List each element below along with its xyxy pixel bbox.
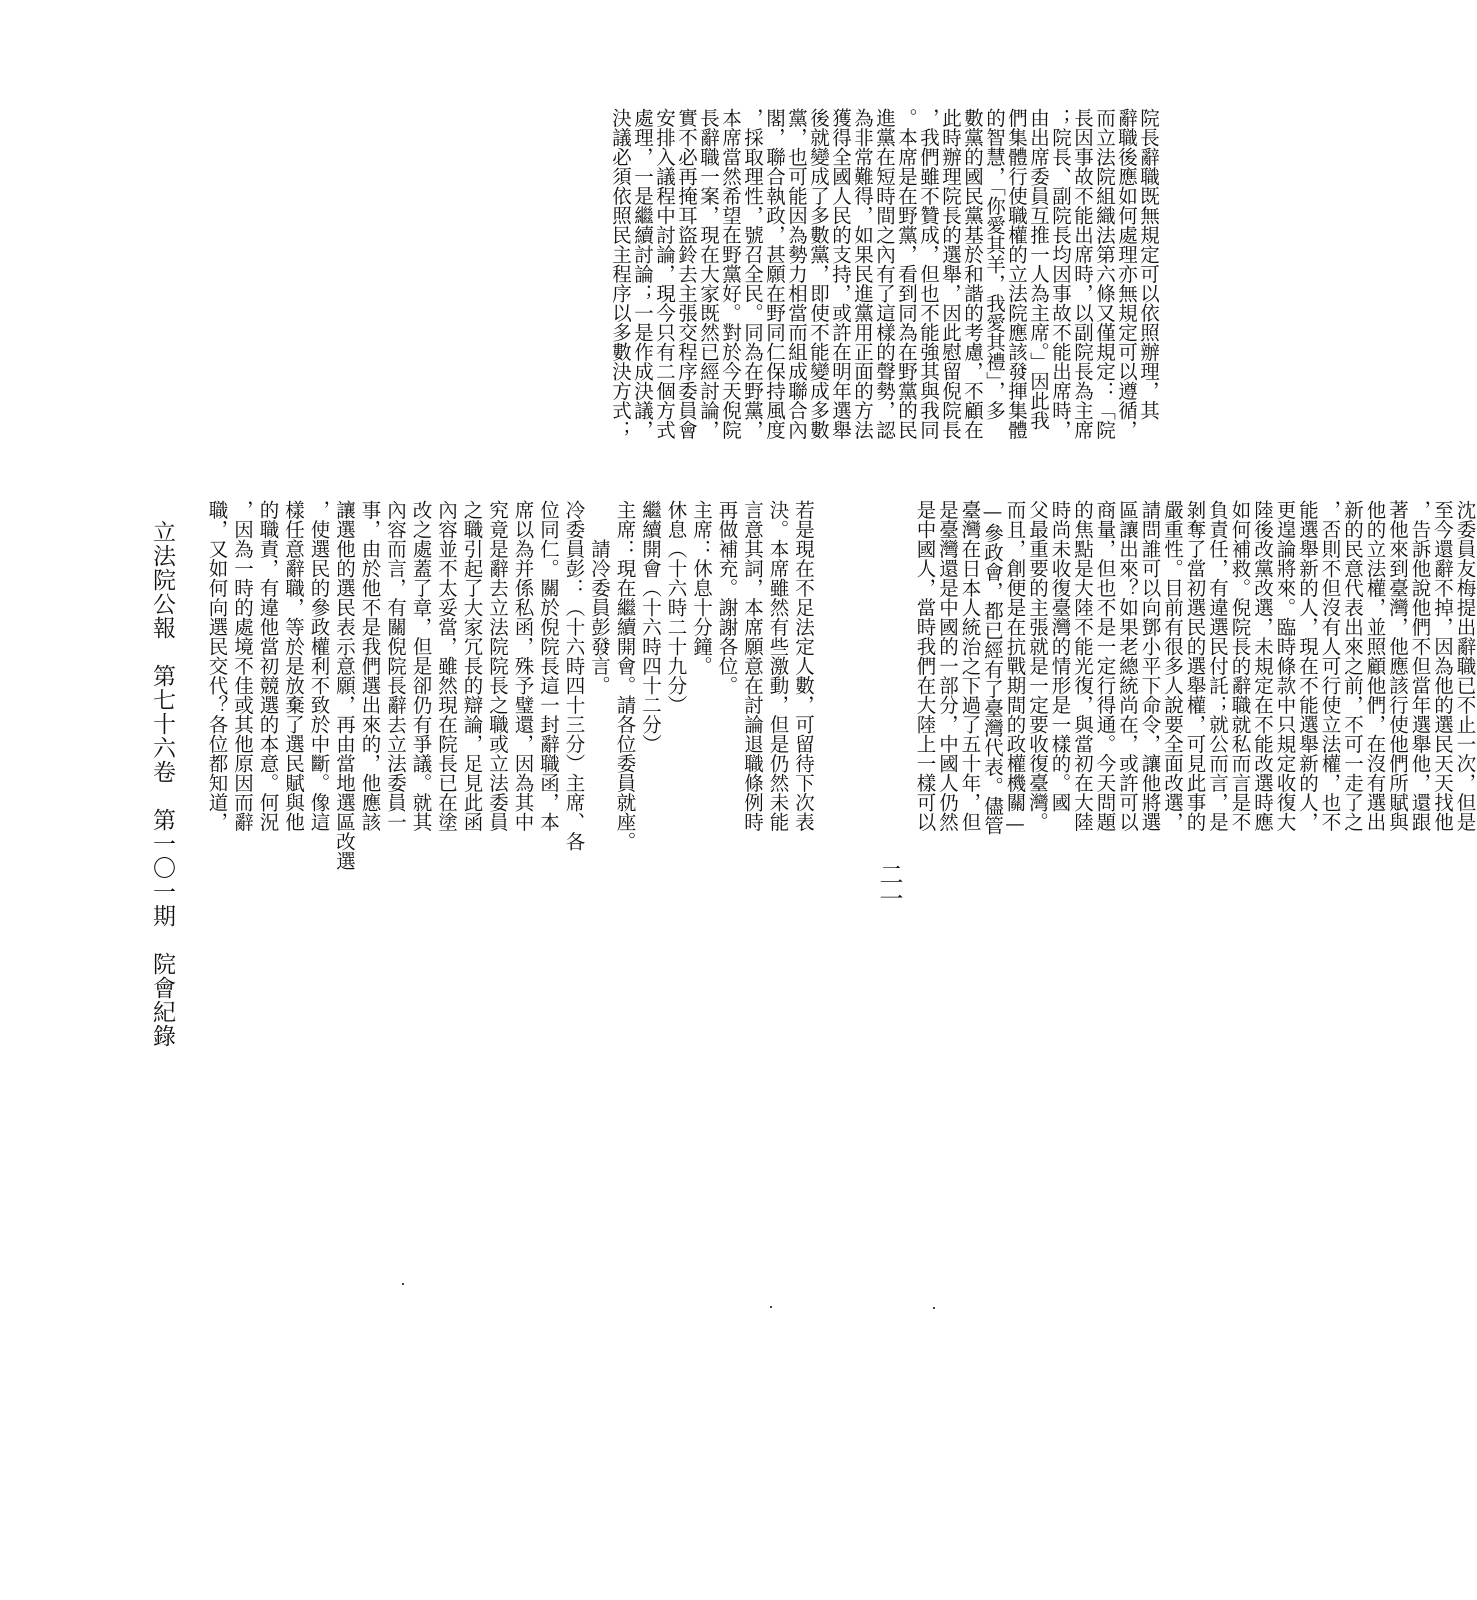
text-column: 進黨在短時間之內有了這樣的聲勢，認 <box>873 108 896 440</box>
text-column: 是臺灣還是中國的一部分，中國人仍然 <box>936 500 959 832</box>
text-column: 冷委員彭：（十六時四十三分）主席、各 <box>562 500 586 851</box>
text-column: 剝奪了當初選民的選舉權，可見此事的 <box>1183 500 1207 832</box>
text-column: 是中國人，當時我們在大陸上一樣可以 <box>913 500 937 832</box>
text-column: ，我們雖不贊成，但也不能強其與我同 <box>917 108 940 440</box>
text-column: 陸後改黨改選，未規定在不能改選時應 <box>1251 500 1274 832</box>
text-column: ，採取理性，號召全民。同為在野黨， <box>741 108 764 440</box>
scan-speck <box>933 1307 935 1309</box>
text-column: 改之處蓋了章，但是卻仍有爭議。就其 <box>409 500 433 832</box>
text-column: 決議必須依照民主程序以多數決方式； <box>609 108 632 440</box>
text-column: 黨，也可能因為勢力相當而組成聯合內 <box>785 108 808 440</box>
text-column: 內容並不太妥當，雖然現在院長已在塗 <box>435 500 458 832</box>
text-column: 的焦點是大陸不能光復，與當初在大陸 <box>1071 500 1094 832</box>
text-column: 職，又如何向選民交代？各位都知道， <box>205 500 229 832</box>
text-column: 臺灣在日本人統治之下過了五十年，但 <box>958 500 982 832</box>
text-column: 閣，聯合執政，甚願在野同仁保持風度 <box>763 108 786 440</box>
text-column: 負責任，有違選民付託；就公而言，是 <box>1206 500 1229 832</box>
text-column: 數黨的國民黨基於和諧的考慮，不顧在 <box>961 108 984 440</box>
text-column: 位同仁。關於倪院長這一封辭職函，本 <box>537 500 560 832</box>
text-column: ，因為一時的處境不佳或其他原因而辭 <box>231 500 254 832</box>
text-column: 。本席是在野黨，看到同為在野黨的民 <box>895 108 918 440</box>
text-column: ，否則不但沒有人可行使立法權，也不 <box>1318 500 1342 832</box>
text-column: 而且，創便是在抗戰期間的政權機關— <box>1003 500 1027 835</box>
text-column: 之職引起了大家冗長的辯論，足見此函 <box>460 500 484 832</box>
text-column: 父最重要的主張就是一定要收復臺灣。 <box>1026 500 1049 832</box>
text-column: 再做補充。謝謝各位。 <box>715 500 739 695</box>
text-column: 樣任意辭職，等於是放棄了選民賦與他 <box>282 500 305 832</box>
text-column: 若是現在不足法定人數，可留待下次表 <box>792 500 815 832</box>
text-column: 如何補救。倪院長的辭職就私而言是不 <box>1228 500 1252 832</box>
section-label: 院會紀錄 <box>149 952 175 1048</box>
text-column: 主席：休息十分鐘。 <box>690 500 713 676</box>
text-column: 究竟是辭去立法院院長之職或立法委員 <box>486 500 509 832</box>
issue-label: 第一〇一期 <box>149 808 175 928</box>
text-column: ；院長、副院長均因事故不能出席時， <box>1049 108 1072 440</box>
text-column: 實不必再掩耳盜鈴去主張交程序委員會 <box>675 108 698 440</box>
text-column: 本席當然希望在野黨好。對於今天倪院 <box>719 108 742 440</box>
text-column: 讓選他的選民表示意願，再由當地選區改選 <box>333 500 356 871</box>
text-column: 的智慧，「你愛其羊，我愛其禮」，多 <box>983 108 1006 420</box>
text-column: 他的立法權，並照顧他們，在沒有選出 <box>1363 500 1387 832</box>
text-column: 後就變成了多數黨，即使不能變成多數 <box>807 108 830 440</box>
text-column: 們集體行使職權的立法院應該發揮集體 <box>1005 108 1028 440</box>
text-block-lower-middle <box>201 500 815 871</box>
text-column: 為非常難得，如果民進黨用正面的方法 <box>851 108 874 440</box>
text-column: 辭職後應如何處理亦無規定可以遵循， <box>1115 108 1138 440</box>
text-column: 更遑論將來。臨時條款中只規定收復大 <box>1273 500 1297 832</box>
text-column: 而立法院組織法第六條又僅規定：「院 <box>1093 108 1116 440</box>
publication-title: 立法院公報 <box>149 520 175 640</box>
text-block-upper-right <box>608 108 1158 484</box>
text-column: 請問誰可以向鄧小平下命令，讓他將選 <box>1138 500 1162 832</box>
text-column: 休息（十六時二十九分） <box>664 500 688 715</box>
text-column: 嚴重性。目前有很多人說要全面改選， <box>1161 500 1184 832</box>
text-column: 席以為并係私函，殊予璧還，因為其中 <box>511 500 535 832</box>
text-column: ，告訴他說他們不但當年選舉他，還跟 <box>1408 500 1432 832</box>
text-column: 主席：現在繼續開會。請各位委員就座。 <box>613 500 637 851</box>
text-column: 院長辭職既無規定可以依照辦理，其 <box>1137 108 1160 420</box>
text-column: 由出席委員互推一人為主席。」因此我 <box>1027 108 1050 430</box>
text-column: 長辭職一案，現在大家既然已經討論， <box>697 108 720 440</box>
text-column: 此時辦理院長的選舉，因此慰留倪院長 <box>939 108 962 440</box>
text-column: 獲得全國人民的支持，或許在明年選舉 <box>829 108 852 440</box>
text-column: 處理，一是繼續討論；一是作成決議， <box>631 108 654 440</box>
text-column: —參政會，都已經有了臺灣代表。儘管 <box>981 500 1004 835</box>
text-column: 至今還辭不掉，因為他的選民天天找他 <box>1431 500 1454 832</box>
volume-label: 第七十六卷 <box>149 664 175 784</box>
text-block-lower-left <box>912 500 1477 835</box>
text-column: 長因事故不能出席時，以副院長為主席 <box>1071 108 1094 440</box>
text-column: 安排入議程中討論，現今只有二個方式 <box>653 108 676 440</box>
text-column: ，使選民的參政權利不致於中斷。像這 <box>307 500 331 832</box>
text-column: 沈委員友梅提出辭職已不止一次，但是 <box>1453 500 1477 832</box>
text-column: 內容而言，有關倪院長辭去立法委員一 <box>384 500 407 832</box>
text-column: 事，由於他不是我們選出來的，他應該 <box>358 500 382 832</box>
text-column: 商量，但也不是一定行得通。今天問題 <box>1093 500 1117 832</box>
text-column: 的職責，有違他當初競選的本意。何況 <box>256 500 280 832</box>
scan-speck <box>770 1306 772 1308</box>
scan-speck <box>402 1283 404 1285</box>
text-column: 決。本席雖然有些激動，但是仍然未能 <box>766 500 790 832</box>
page-number: 二一 <box>875 862 903 910</box>
text-column: 著他來到臺灣，他應該行使他們所賦與 <box>1386 500 1409 832</box>
text-column: 新的民意代表出來之前，不可一走了之 <box>1341 500 1364 832</box>
running-head <box>146 520 179 1048</box>
text-column: 時尚未收復臺灣的情形是一樣的。國 <box>1048 500 1072 812</box>
text-column: 繼續開會（十六時四十二分） <box>639 500 662 754</box>
text-column: 言意其詞，本席願意在討論退職條例時 <box>741 500 764 832</box>
text-column: 區讓出來？如果老總統尚在，或許可以 <box>1116 500 1139 832</box>
text-column: 能選舉新的人，現在不能選舉新的人， <box>1296 500 1319 832</box>
text-column: 請冷委員彭發言。 <box>588 500 611 695</box>
